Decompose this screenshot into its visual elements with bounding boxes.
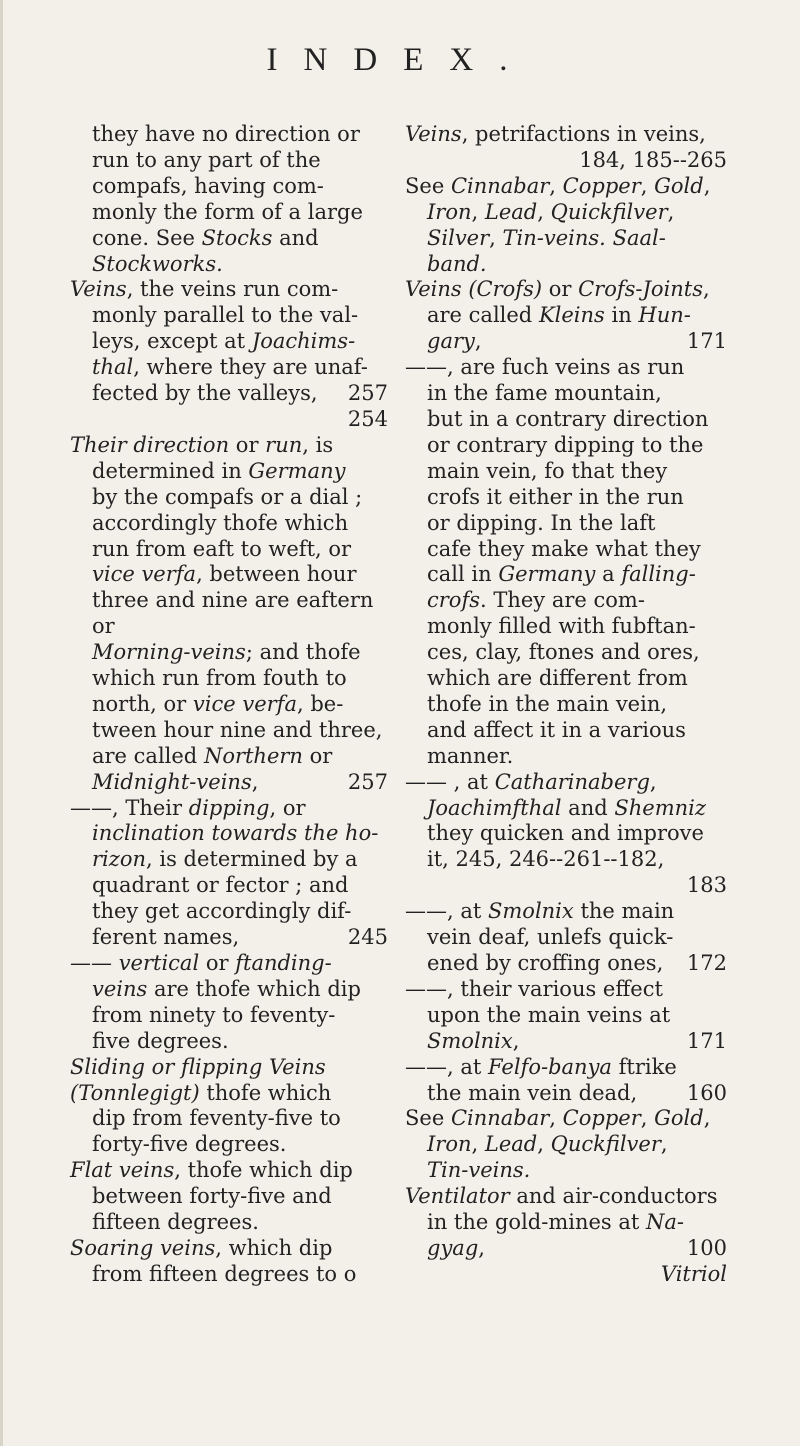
entry-line: Silver, Tin-veins. Saal- [427, 225, 666, 250]
page-ref: 254 [347, 406, 388, 431]
entry-line: vice verfa, between hour [92, 562, 357, 587]
index-entry-sliding: Sliding or flipping Veins [70, 1054, 326, 1079]
entry-line: See Cinnabar, Copper, Gold, [405, 173, 711, 198]
entry-line: it, 245, 246--261--182, [427, 847, 665, 872]
entry-line: determined in Germany [92, 458, 346, 483]
entry-line: run to any part of the [92, 147, 321, 172]
index-entry-ventilator: Ventilator and air-conductors [405, 1184, 718, 1209]
page-ref: 257 [347, 381, 388, 406]
entry-line: monly filled with fubftan- [427, 614, 696, 639]
entry-line: cone. See Stocks and [92, 225, 319, 250]
index-entry-direction: Their direction or run, is [70, 432, 334, 457]
right-column [405, 122, 727, 1288]
entry-line [405, 873, 727, 899]
entry-line: call in Germany a falling- [427, 562, 696, 587]
entry-line: from ninety to feventy- [92, 1002, 336, 1027]
index-entry-smolnix: ——, at Smolnix the main [405, 899, 675, 924]
entry-line: band. [427, 251, 487, 276]
entry-line: are called Kleins in Hun- [427, 303, 691, 328]
page-ref: 245, 246--261--182, [455, 847, 665, 872]
page-ref: 171 [686, 1028, 727, 1053]
entry-line: gyag, 100 [427, 1235, 727, 1260]
index-entry-veins: Veins, the veins run com- [70, 277, 339, 302]
entry-line: ces, clay, ftones and ores, [427, 640, 700, 665]
entry-line: which are different from [427, 666, 688, 691]
index-entry-dipping: ——, Their dipping, or [70, 795, 306, 820]
left-column [70, 122, 388, 1288]
entry-line: or dipping. In the laft [427, 510, 656, 535]
entry-line: monly the form of a large [92, 199, 363, 224]
entry-line: Tin-veins. [427, 1158, 531, 1183]
entry-line: fifteen degrees. [92, 1210, 259, 1235]
entry-line: accordingly thofe which [92, 510, 349, 535]
entry-line: gary, 171 [427, 329, 727, 354]
page-ref: 160 [686, 1080, 727, 1105]
entry-line: See Cinnabar, Copper, Gold, [405, 1106, 711, 1131]
entry-line: quadrant or fector ; and [92, 873, 349, 898]
entry-line: manner. [427, 743, 514, 768]
entry-line: which run from fouth to [92, 666, 347, 691]
entry-line: ferent names, 245 [92, 925, 388, 950]
index-entry-soaring-veins: Soaring veins, which dip [70, 1235, 333, 1260]
entry-line: three and nine are eaftern or [92, 588, 374, 639]
entry-line: in the gold-mines at Na- [427, 1210, 685, 1235]
page-ref: 257 [347, 769, 388, 794]
page-ref: 183 [686, 873, 727, 898]
entry-line: from fifteen degrees to o [92, 1261, 357, 1286]
entry-line: forty-five degrees. [92, 1132, 287, 1157]
entry-line: Iron, Lead, Quckfilver, [427, 1132, 668, 1157]
entry-line: Midnight-veins, 257 [92, 769, 388, 794]
entry-line: inclination towards the ho- [92, 821, 379, 846]
entry-line: between forty-five and [92, 1184, 332, 1209]
entry-line: compafs, having com- [92, 173, 324, 198]
page-edge [0, 0, 3, 1446]
entry-line: upon the main veins at [427, 1002, 671, 1027]
index-entry-veins-petrifactions: Veins, petrifactions in veins, [405, 122, 706, 146]
entry-line: five degrees. [92, 1028, 229, 1053]
index-entry-vertical: —— vertical or ftanding- [70, 951, 332, 975]
entry-line: Joachimfthal and Shemniz [427, 795, 706, 820]
index-entry-flat-veins: Flat veins, thofe which dip [70, 1158, 353, 1183]
entry-line: run from eaft to weft, or [92, 536, 352, 561]
entry-line: are called Northern or [92, 743, 333, 768]
page-ref: 100 [686, 1235, 727, 1260]
entry-line: Stockworks. [92, 251, 223, 276]
entry-line: vein deaf, unlefs quick- [427, 925, 674, 950]
page-header: INDEX. [266, 42, 534, 78]
entry-line: they get accordingly dif- [92, 899, 352, 924]
entry-line: thal, where they are unaf- [92, 355, 368, 380]
catchword: Vitriol [660, 1261, 727, 1286]
index-entry-cross-veins: Veins (Crofs) or Crofs-Joints, [405, 277, 710, 302]
entry-line: cafe they make what they [427, 536, 701, 561]
entry-line: they have no direction or [92, 122, 360, 146]
entry-line: tween hour nine and three, [92, 717, 383, 742]
entry-line: monly parallel to the val- [92, 303, 359, 328]
entry-line: north, or vice verfa, be- [92, 691, 344, 716]
entry-line: main vein, fo that they [427, 458, 668, 483]
page-ref: 184, 185--265 [579, 147, 727, 172]
page-ref: 245 [347, 925, 388, 950]
entry-line: Iron, Lead, Quickfilver, [427, 199, 675, 224]
entry-line: in the fame mountain, [427, 381, 662, 406]
index-entry-catharinaberg: —— , at Catharinaberg, [405, 769, 657, 794]
entry-line: crofs it either in the run [427, 484, 684, 509]
page-ref: 172 [686, 951, 727, 975]
entry-line: rizon, is determined by a [92, 847, 358, 872]
entry-line: by the compafs or a dial ; [92, 484, 363, 509]
entry-line: and affect it in a various [427, 717, 686, 742]
entry-line: crofs. They are com- [427, 588, 645, 613]
entry-line: ——, are fuch veins as run [405, 355, 685, 380]
entry-line: Morning-veins; and thofe [92, 640, 361, 665]
page-ref: 171 [686, 329, 727, 354]
entry-line: fected by the valleys, 257 [92, 381, 388, 406]
entry-line: or contrary dipping to the [427, 432, 704, 457]
entry-line [405, 148, 727, 174]
entry-line: they quicken and improve [427, 821, 704, 846]
entry-line [70, 407, 388, 433]
entry-line: leys, except at Joachims- [92, 329, 356, 354]
entry-line: ened by croffing ones, 172 [427, 951, 727, 975]
entry-line: the main vein dead, 160 [427, 1080, 727, 1105]
index-entry-felso-banya: ——, at Felfo-banya ftrike [405, 1054, 677, 1079]
entry-line: veins are thofe which dip [92, 976, 361, 1001]
entry-line: dip from feventy-five to [92, 1106, 341, 1131]
index-entry-various-effect: ——, their various effect [405, 976, 663, 1001]
entry-line: thofe in the main vein, [427, 691, 668, 716]
entry-line: Smolnix, 171 [427, 1028, 727, 1053]
entry-line: but in a contrary direction [427, 406, 709, 431]
entry-line: (Tonnlegigt) thofe which [70, 1080, 332, 1105]
